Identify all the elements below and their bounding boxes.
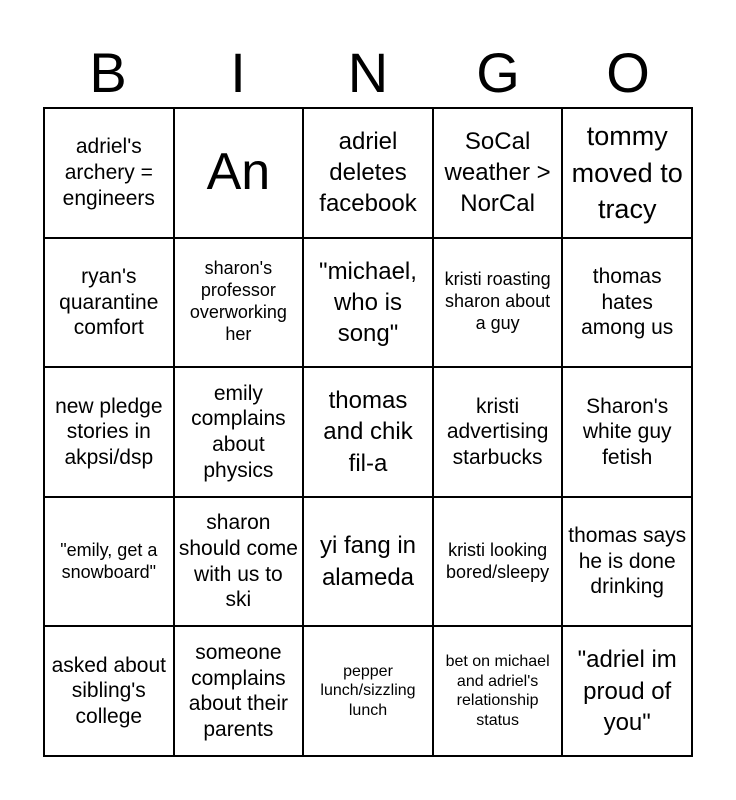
header-letter-o: O	[606, 41, 650, 104]
cell-text: ryan's quarantine comfort	[59, 264, 159, 340]
cell-text: emily complains about physics	[191, 381, 286, 482]
bingo-cell[interactable]	[303, 497, 433, 627]
header-letter-n: N	[347, 41, 389, 104]
bingo-cell[interactable]	[303, 626, 433, 756]
bingo-cell[interactable]	[44, 626, 174, 756]
bingo-cell[interactable]	[433, 497, 563, 627]
bingo-cell[interactable]	[433, 367, 563, 497]
cell-text: adriel's archery = engineers	[62, 135, 155, 210]
cell-text: kristi advertising starbucks	[446, 394, 549, 469]
bingo-cell[interactable]	[562, 108, 692, 238]
cell-text: sharon's professor overworking her	[189, 258, 287, 345]
bingo-cell[interactable]	[303, 238, 433, 368]
cell-text: adriel deletes facebook	[319, 128, 417, 218]
cell-text: An	[206, 143, 271, 202]
bingo-board	[43, 107, 693, 757]
cell-text: kristi roasting sharon about a guy	[444, 269, 551, 334]
cell-text: "emily, get a snowboard"	[60, 539, 158, 582]
bingo-cell[interactable]	[174, 497, 304, 627]
bingo-cell[interactable]	[174, 626, 304, 756]
cell-text: asked about sibling's college	[51, 653, 167, 728]
cell-text: someone complains about their parents	[188, 640, 289, 741]
bingo-cell[interactable]	[44, 108, 174, 238]
cell-text: bet on michael and adriel's relationship status	[445, 653, 550, 729]
header-letter-g: G	[476, 41, 520, 104]
cell-text: pepper lunch/sizzling lunch	[320, 662, 416, 719]
bingo-cell[interactable]	[44, 367, 174, 497]
bingo-cell[interactable]	[174, 238, 304, 368]
cell-text: thomas hates among us	[581, 264, 674, 340]
cell-text: thomas says he is done drinking	[568, 524, 687, 599]
bingo-cell[interactable]	[433, 238, 563, 368]
cell-text: Sharon's white guy fetish	[582, 394, 672, 469]
bingo-cell[interactable]	[174, 367, 304, 497]
bingo-cell[interactable]	[433, 626, 563, 756]
cell-text: thomas and chik fil-a	[323, 387, 413, 477]
bingo-cell[interactable]	[562, 497, 692, 627]
bingo-cell-free[interactable]	[174, 108, 304, 238]
header-letter-b: B	[89, 41, 127, 104]
bingo-cell[interactable]	[303, 367, 433, 497]
cell-text: "michael, who is song"	[319, 257, 417, 347]
cell-text: SoCal weather > NorCal	[444, 128, 551, 218]
cell-text: yi fang in alameda	[319, 532, 417, 591]
cell-text: kristi looking bored/sleepy	[446, 539, 550, 582]
cell-text: "adriel im proud of you"	[577, 646, 677, 736]
bingo-cell[interactable]	[44, 497, 174, 627]
bingo-cell[interactable]	[433, 108, 563, 238]
bingo-cell[interactable]	[44, 238, 174, 368]
bingo-cell[interactable]	[303, 108, 433, 238]
bingo-cell[interactable]	[562, 238, 692, 368]
bingo-cell[interactable]	[562, 367, 692, 497]
cell-text: tommy moved to tracy	[571, 121, 683, 225]
cell-text: sharon should come with us to ski	[178, 511, 298, 612]
bingo-header	[43, 40, 693, 106]
cell-text: new pledge stories in akpsi/dsp	[55, 394, 163, 469]
header-letter-i: I	[230, 41, 246, 104]
bingo-cell[interactable]	[562, 626, 692, 756]
